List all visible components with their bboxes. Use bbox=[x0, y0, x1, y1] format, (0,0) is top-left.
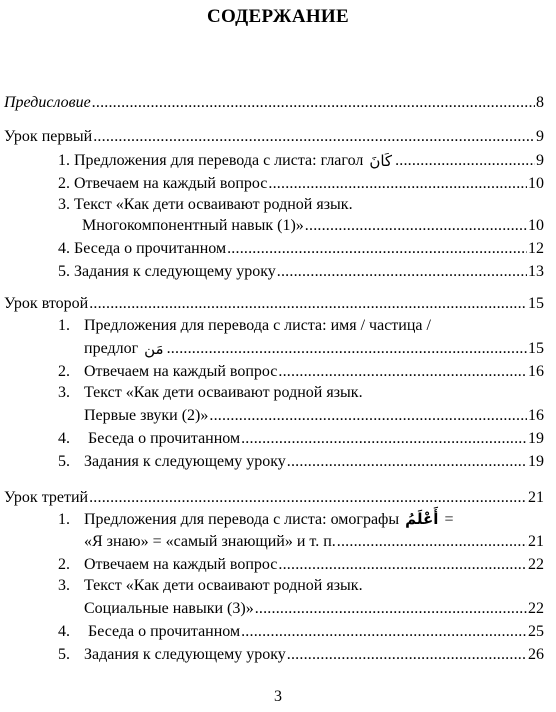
toc-item-continuation bbox=[84, 531, 544, 551]
dot-leader bbox=[89, 295, 527, 313]
dot-leader bbox=[287, 453, 527, 471]
toc-item-number: 3. bbox=[58, 196, 70, 213]
toc-page-number: 16 bbox=[528, 363, 544, 380]
dot-leader bbox=[278, 363, 527, 381]
toc-page-number: 13 bbox=[528, 263, 544, 280]
toc-item bbox=[58, 150, 544, 170]
toc-item bbox=[58, 621, 544, 641]
toc-item-number: 5. bbox=[58, 646, 70, 663]
toc-entry-label: Беседа о прочитанном bbox=[74, 240, 227, 257]
toc-page-number: 16 bbox=[528, 407, 544, 424]
toc-entry-preface bbox=[4, 92, 544, 112]
toc-item-number: 5. bbox=[58, 263, 70, 280]
toc-item bbox=[58, 361, 544, 381]
toc-entry-label: Социальные навыки (3)» bbox=[84, 600, 254, 617]
toc-page-number: 21 bbox=[528, 489, 544, 506]
dot-leader bbox=[277, 263, 527, 281]
toc-entry-label: Текст «Как дети осваивают родной язык. bbox=[74, 196, 353, 213]
dot-leader bbox=[167, 340, 527, 358]
toc-item-number: 2. bbox=[58, 363, 70, 380]
toc-item bbox=[58, 173, 544, 193]
toc-item bbox=[58, 577, 363, 595]
toc-item-number: 1. bbox=[58, 317, 70, 334]
dot-leader bbox=[93, 128, 535, 146]
toc-entry-label: Беседа о прочитанном bbox=[88, 623, 241, 640]
toc-entry-label: Отвечаем на каждый вопрос bbox=[74, 175, 268, 192]
toc-entry-label: Задания к следующему уроку bbox=[84, 646, 286, 663]
toc-page-number: 10 bbox=[528, 175, 544, 192]
toc-item bbox=[58, 451, 544, 471]
dot-leader bbox=[395, 152, 535, 170]
toc-item-number: 4. bbox=[58, 240, 70, 257]
toc-entry-label: Урок второй bbox=[4, 295, 89, 312]
toc-entry-label: Задания к следующему уроку bbox=[74, 263, 276, 280]
toc-page-number: 25 bbox=[528, 623, 544, 640]
toc-page-number: 19 bbox=[528, 430, 544, 447]
dot-leader bbox=[241, 430, 527, 448]
dot-leader bbox=[255, 600, 527, 618]
toc-entry-label: предлог bbox=[84, 340, 139, 357]
toc-page-number: 15 bbox=[528, 340, 544, 357]
toc-item bbox=[58, 644, 544, 664]
toc-entry-label: Беседа о прочитанном bbox=[88, 430, 241, 447]
toc-entry-label: Предложения для перевода с листа: глагол bbox=[74, 152, 364, 169]
toc-item-number: 2. bbox=[58, 175, 70, 192]
toc-item bbox=[58, 196, 353, 214]
toc-item bbox=[58, 261, 544, 281]
toc-item-continuation bbox=[84, 338, 544, 358]
toc-page-number: 26 bbox=[528, 646, 544, 663]
toc-item-number: 1. bbox=[58, 511, 70, 528]
toc-entry-label: Текст «Как дети осваивают родной язык. bbox=[84, 384, 363, 401]
dot-leader bbox=[89, 489, 527, 507]
toc-entry-label: «Я знаю» = «самый знающий» и т. п. bbox=[84, 533, 336, 550]
toc-page-number: 21 bbox=[528, 533, 544, 550]
dot-leader bbox=[227, 240, 527, 258]
toc-item-number: 3. bbox=[58, 384, 70, 401]
toc-entry-label: Первые звуки (2)» bbox=[84, 407, 209, 424]
dot-leader bbox=[278, 556, 527, 574]
arabic-word: مَن bbox=[144, 340, 164, 358]
toc-item bbox=[58, 428, 544, 448]
toc-item bbox=[58, 554, 544, 574]
dot-leader bbox=[305, 217, 527, 235]
toc-entry-label: Отвечаем на каждый вопрос bbox=[84, 363, 278, 380]
toc-entry-label: Отвечаем на каждый вопрос bbox=[84, 556, 278, 573]
toc-page-number: 12 bbox=[528, 240, 544, 257]
toc-entry-label: Предложения для перевода с листа: омографы bbox=[84, 511, 400, 528]
dot-leader bbox=[209, 407, 527, 425]
toc-page-number: 22 bbox=[528, 600, 544, 617]
toc-item bbox=[58, 510, 453, 529]
toc-page-number: 22 bbox=[528, 556, 544, 573]
dot-leader bbox=[268, 175, 527, 193]
toc-entry-label: Многокомпонентный навык (1)» bbox=[82, 217, 304, 234]
toc-item-continuation bbox=[82, 215, 544, 235]
dot-leader bbox=[241, 623, 527, 641]
toc-item-number: 4. bbox=[58, 623, 70, 640]
dot-leader bbox=[92, 94, 535, 112]
toc-page-number: 9 bbox=[536, 152, 544, 169]
toc-entry-label: Предисловие bbox=[4, 94, 91, 111]
toc-item-number: 5. bbox=[58, 453, 70, 470]
toc-item bbox=[58, 317, 431, 335]
toc-page-number: 8 bbox=[536, 94, 544, 111]
toc-entry-label: Задания к следующему уроку bbox=[84, 453, 286, 470]
toc-lesson-heading bbox=[4, 126, 544, 146]
toc-page-number: 19 bbox=[528, 453, 544, 470]
toc-item-number: 4. bbox=[58, 430, 70, 447]
toc-entry-label: Урок первый bbox=[4, 128, 93, 145]
toc-entry-label: Урок третий bbox=[4, 489, 89, 506]
arabic-word: أَعْلَمُ bbox=[405, 510, 439, 528]
toc-item-number: 3. bbox=[58, 577, 70, 594]
page-number: 3 bbox=[274, 688, 282, 705]
toc-entry-label: Предложения для перевода с листа: имя / частица / bbox=[84, 317, 431, 334]
toc-entry-label: Текст «Как дети осваивают родной язык. bbox=[84, 577, 363, 594]
toc-item-continuation bbox=[84, 405, 544, 425]
equals-sign: = bbox=[444, 511, 454, 528]
toc-lesson-heading bbox=[4, 487, 544, 507]
dot-leader bbox=[337, 533, 527, 551]
toc-page-number: 10 bbox=[528, 217, 544, 234]
page-title: СОДЕРЖАНИЕ bbox=[207, 6, 349, 27]
arabic-word: كَانَ bbox=[369, 152, 393, 170]
toc-item bbox=[58, 238, 544, 258]
toc-item bbox=[58, 384, 363, 402]
dot-leader bbox=[287, 646, 527, 664]
toc-item-continuation bbox=[84, 598, 544, 618]
toc-item-number: 1. bbox=[58, 152, 70, 169]
toc-lesson-heading bbox=[4, 293, 544, 313]
toc-page-number: 9 bbox=[536, 128, 544, 145]
toc-page-number: 15 bbox=[528, 295, 544, 312]
toc-item-number: 2. bbox=[58, 556, 70, 573]
